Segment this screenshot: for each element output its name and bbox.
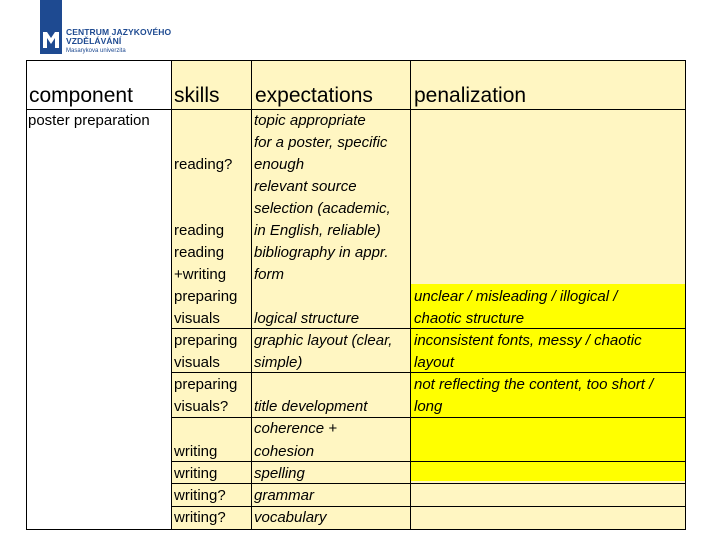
skill-text: reading bbox=[174, 222, 225, 239]
expectation-text: bibliography in appr. bbox=[254, 244, 389, 261]
penalization-text: chaotic structure bbox=[414, 310, 525, 327]
component-cell: poster preparation bbox=[28, 112, 150, 129]
expectation-text: coherence + bbox=[254, 420, 337, 437]
expectation-text: logical structure bbox=[254, 310, 360, 327]
skill-text: visuals bbox=[174, 310, 220, 327]
university-emblem-icon bbox=[40, 0, 62, 54]
skill-text: writing? bbox=[174, 487, 226, 504]
penalization-text: layout bbox=[414, 354, 455, 371]
logo-text-line2: VZDĚLÁVÁNÍ bbox=[66, 36, 122, 46]
assessment-table bbox=[26, 60, 686, 530]
skill-text: preparing bbox=[174, 332, 238, 349]
skill-text: writing bbox=[174, 465, 218, 482]
penalization-text: inconsistent fonts, messy / chaotic bbox=[414, 332, 642, 349]
skill-text: reading? bbox=[174, 156, 233, 173]
header-component: component bbox=[29, 84, 133, 107]
expectation-text: in English, reliable) bbox=[254, 222, 381, 239]
logo-text-line3: Masarykova univerzita bbox=[66, 48, 126, 54]
logo-text-line1: CENTRUM JAZYKOVÉHO bbox=[66, 27, 172, 37]
skill-text: writing bbox=[174, 443, 218, 460]
expectation-text: topic appropriate bbox=[254, 112, 366, 129]
expectation-text: title development bbox=[254, 398, 368, 415]
penalization-text: not reflecting the content, too short / bbox=[414, 376, 654, 393]
expectation-text: grammar bbox=[254, 487, 315, 504]
skill-text: preparing bbox=[174, 376, 238, 393]
skill-text: preparing bbox=[174, 288, 238, 305]
expectation-text: form bbox=[254, 266, 284, 283]
expectation-text: enough bbox=[254, 156, 305, 173]
header-expectations: expectations bbox=[255, 84, 373, 107]
expectation-text: selection (academic, bbox=[254, 200, 391, 217]
penalization-text: unclear / misleading / illogical / bbox=[414, 288, 618, 305]
skill-text: +writing bbox=[174, 266, 227, 283]
institution-logo bbox=[40, 0, 210, 56]
expectation-text: spelling bbox=[254, 465, 305, 482]
skill-text: visuals bbox=[174, 354, 220, 371]
expectation-text: for a poster, specific bbox=[254, 134, 388, 151]
expectation-text: vocabulary bbox=[254, 509, 327, 526]
expectation-text: graphic layout (clear, bbox=[254, 332, 393, 349]
skill-text: reading bbox=[174, 244, 225, 261]
expectation-text: relevant source bbox=[254, 178, 357, 195]
penalization-text: long bbox=[414, 398, 443, 415]
skill-text: writing? bbox=[174, 509, 226, 526]
header-penalization: penalization bbox=[414, 84, 527, 107]
expectation-text: simple) bbox=[254, 354, 303, 371]
expectation-text: cohesion bbox=[254, 443, 315, 460]
skill-text: visuals? bbox=[174, 398, 229, 415]
header-skills: skills bbox=[174, 84, 220, 107]
